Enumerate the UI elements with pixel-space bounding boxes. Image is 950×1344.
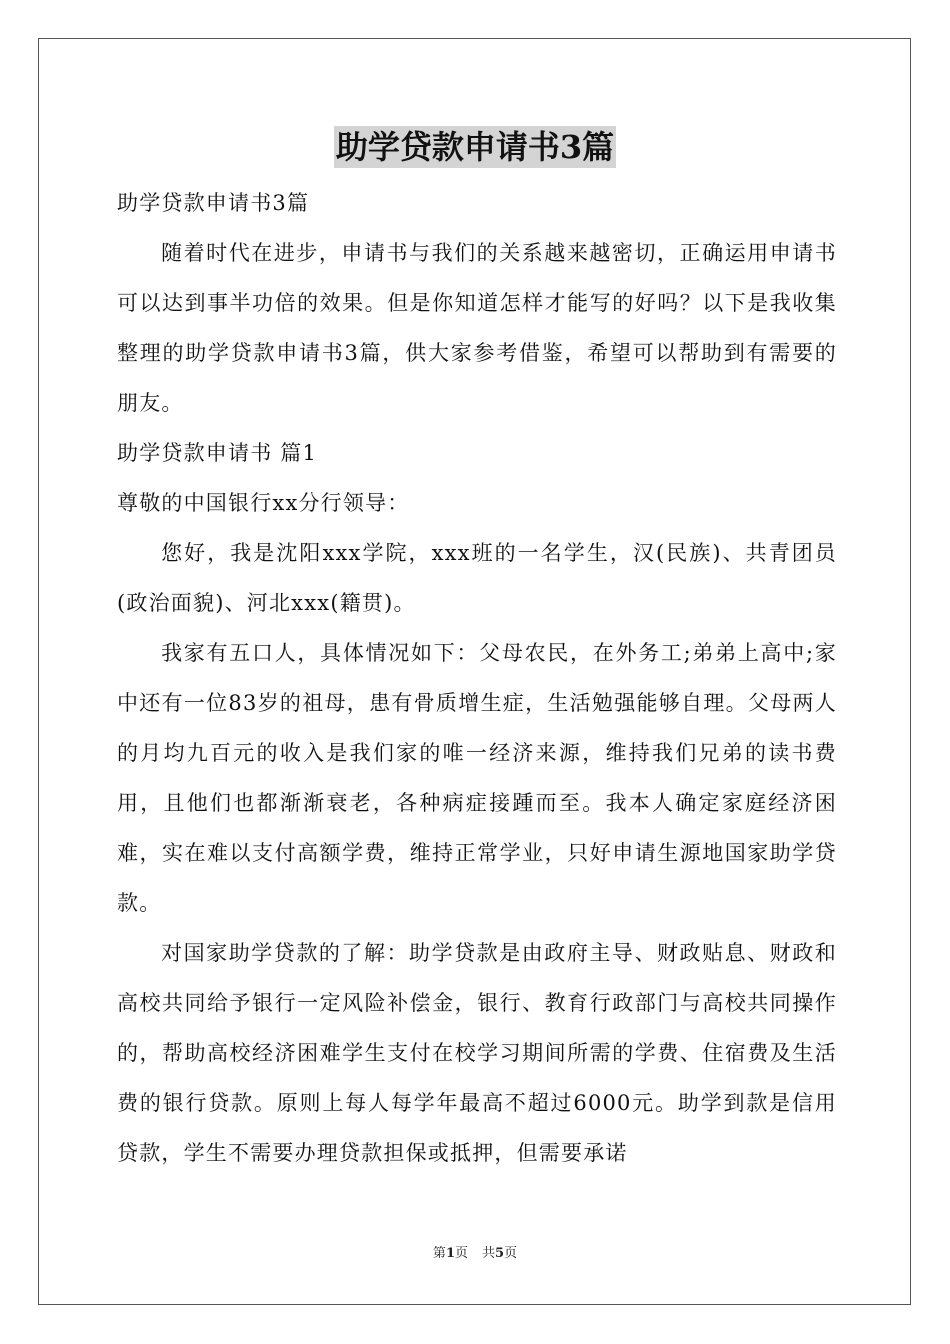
document-body bbox=[117, 178, 837, 1178]
total-page-count: 5 bbox=[495, 1246, 505, 1261]
total-prefix: 共 bbox=[482, 1246, 496, 1261]
total-unit: 页 bbox=[504, 1246, 518, 1261]
current-page-number: 1 bbox=[445, 1246, 455, 1261]
body-paragraph: 对国家助学贷款的了解：助学贷款是由政府主导、财政贴息、财政和高校共同给予银行一定风险补偿金，银行、教育行政部门与高校共同操作的，帮助高校经济困难学生支付在校学习期间所需的学费、住宿费及生活费的银行贷款。原则上每人每学年最高不超过6000元。助学到款是信用贷款，学生不需要办理贷款担保或抵押，但需要承诺 bbox=[117, 941, 837, 1165]
document-title: 助学贷款申请书3篇 bbox=[335, 128, 615, 166]
salutation: 尊敬的中国银行xx分行领导： bbox=[117, 491, 410, 515]
page-unit: 页 bbox=[454, 1246, 468, 1261]
body-paragraph: 您好，我是沈阳xxx学院，xxx班的一名学生，汉(民族)、共青团员 (政治面貌)、河北xxx(籍贯)。 bbox=[117, 541, 837, 615]
page-prefix: 第 bbox=[432, 1246, 446, 1261]
page-footer bbox=[0, 1245, 950, 1263]
title-container bbox=[0, 126, 950, 168]
section-heading: 助学贷款申请书 篇1 bbox=[117, 441, 318, 465]
document-subtitle: 助学贷款申请书3篇 bbox=[117, 191, 310, 215]
intro-paragraph: 随着时代在进步，申请书与我们的关系越来越密切，正确运用申请书可以达到事半功倍的效果。但是你知道怎样才能写的好吗？以下是我收集整理的助学贷款申请书3篇，供大家参考借鉴，希望可以帮助到有需要的朋友。 bbox=[117, 241, 837, 415]
body-paragraph: 我家有五口人，具体情况如下：父母农民，在外务工;弟弟上高中;家中还有一位83岁的祖母，患有骨质增生症，生活勉强能够自理。父母两人的月均九百元的收入是我们家的唯一经济来源，维持我们兄弟的读书费用，且他们也都渐渐衰老，各种病症接踵而至。我本人确定家庭经济困难，实在难以支付高额学费，维持正常学业，只好申请生源地国家助学贷款。 bbox=[117, 641, 837, 915]
